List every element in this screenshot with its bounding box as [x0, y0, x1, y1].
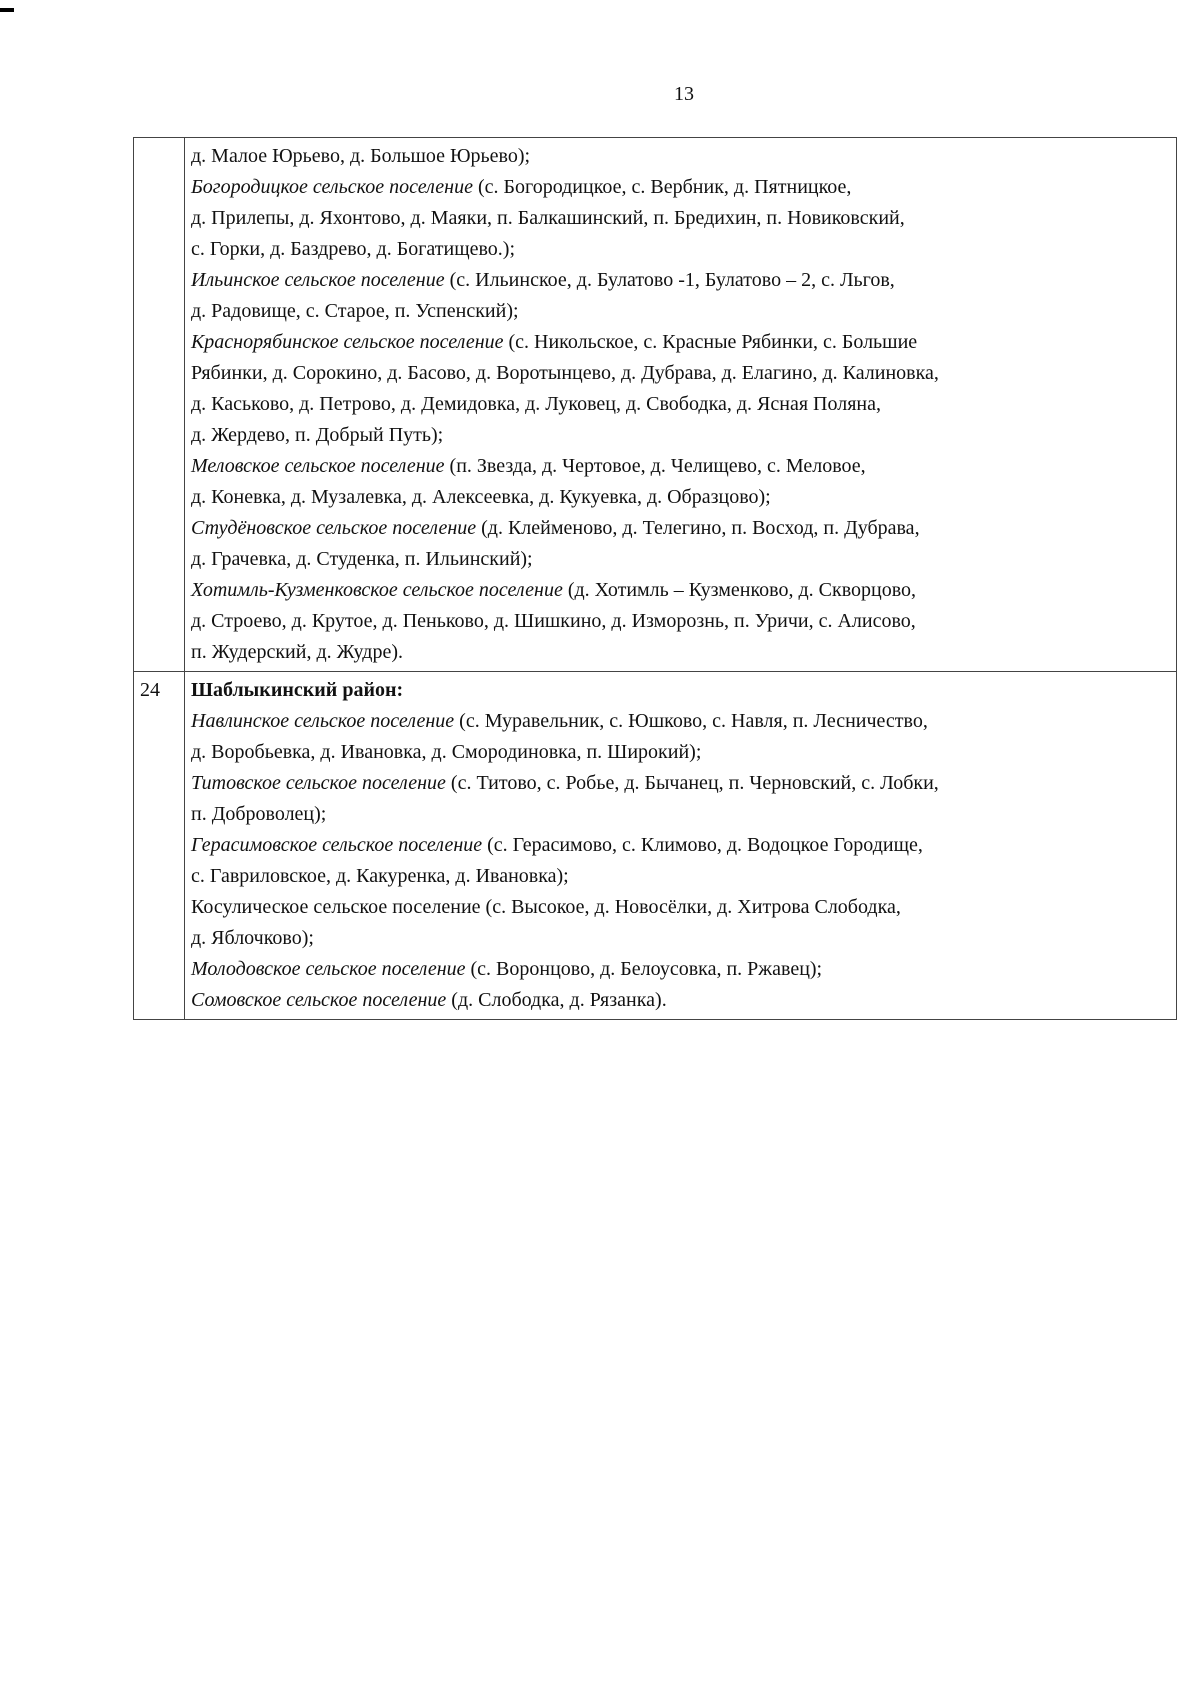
settlement-line: Косулическое сельское поселение (с. Высокое, д. Новосёлки, д. Хитрова Слободка,: [191, 896, 901, 918]
text-line: д. Воробьевка, д. Ивановка, д. Смородиновка, п. Широкий);: [191, 741, 702, 763]
text-line: с. Гавриловское, д. Какуренка, д. Ивановка);: [191, 865, 569, 887]
settlement-villages: (с. Воронцово, д. Белоусовка, п. Ржавец);: [465, 958, 823, 980]
settlement-name: Меловское сельское поселение: [191, 455, 445, 477]
settlement-villages: (с. Муравельник, с. Юшково, с. Навля, п. Лесничество,: [454, 710, 928, 732]
text-line: д. Прилепы, д. Яхонтово, д. Маяки, п. Балкашинский, п. Бредихин, п. Новиковский,: [191, 207, 905, 229]
settlement-line: [191, 768, 1172, 799]
text-line: д. Коневка, д. Музалевка, д. Алексеевка, д. Кукуевка, д. Образцово);: [191, 486, 771, 508]
text-line: п. Доброволец);: [191, 803, 327, 825]
text-line: д. Жердево, п. Добрый Путь);: [191, 424, 444, 446]
table-row: [134, 138, 1177, 672]
settlement-line: [191, 265, 1172, 296]
settlement-line: [191, 830, 1172, 861]
text-line: п. Жудерский, д. Жудре).: [191, 641, 404, 663]
text-line: д. Грачевка, д. Студенка, п. Ильинский);: [191, 548, 533, 570]
settlement-villages: (д. Хотимль – Кузменково, д. Скворцово,: [562, 579, 917, 601]
settlement-villages: (с. Ильинское, д. Булатово -1, Булатово – 2, с. Льгов,: [444, 269, 895, 291]
settlement-name: Герасимовское сельское поселение: [191, 834, 483, 856]
settlement-name: Богородицкое сельское поселение: [191, 176, 473, 198]
text-line: Рябинки, д. Сорокино, д. Басово, д. Воротынцево, д. Дубрава, д. Елагино, д. Калиновка,: [191, 362, 939, 384]
row-content: [185, 138, 1177, 672]
text-line: д. Каськово, д. Петрово, д. Демидовка, д. Луковец, д. Свободка, д. Ясная Поляна,: [191, 393, 881, 415]
text-line: с. Горки, д. Баздрево, д. Богатищево.);: [191, 238, 516, 260]
settlement-line: [191, 327, 1172, 358]
settlement-name: Навлинское сельское поселение: [191, 710, 455, 732]
settlement-name: Сомовское сельское поселение: [191, 989, 447, 1011]
settlement-villages: (п. Звезда, д. Чертовое, д. Челищево, с. Меловое,: [444, 455, 866, 477]
row-number: 24: [134, 672, 185, 1020]
settlement-name: Титовское сельское поселение: [191, 772, 446, 794]
settlement-line: [191, 985, 1172, 1016]
row-number: [134, 138, 185, 672]
text-line: д. Радовище, с. Старое, п. Успенский);: [191, 300, 519, 322]
settlement-line: [191, 954, 1172, 985]
settlement-villages: (д. Клейменово, д. Телегино, п. Восход, п. Дубрава,: [476, 517, 920, 539]
settlement-name: Студёновское сельское поселение: [191, 517, 477, 539]
settlement-line: [191, 575, 1172, 606]
settlement-line: [191, 706, 1172, 737]
settlement-name: Краснорябинское сельское поселение: [191, 331, 504, 353]
district-heading: Шаблыкинский район:: [191, 679, 404, 701]
table-row: [134, 672, 1177, 1020]
settlement-villages: (с. Богородицкое, с. Вербник, д. Пятницкое,: [472, 176, 852, 198]
settlement-villages: (с. Никольское, с. Красные Рябинки, с. Большие: [503, 331, 918, 353]
page-number: 13: [674, 83, 694, 105]
text-line: д. Малое Юрьево, д. Большое Юрьево);: [191, 145, 531, 167]
text-line: д. Строево, д. Крутое, д. Пеньково, д. Шишкино, д. Изморознь, п. Уричи, с. Алисово,: [191, 610, 916, 632]
settlement-line: [191, 513, 1172, 544]
settlement-villages: (д. Слободка, д. Рязанка).: [446, 989, 667, 1011]
settlement-line: [191, 451, 1172, 482]
settlement-villages: (с. Герасимово, с. Климово, д. Водоцкое Городище,: [482, 834, 923, 856]
row-content: [185, 672, 1177, 1020]
settlement-line: [191, 172, 1172, 203]
text-line: д. Яблочково);: [191, 927, 314, 949]
settlement-name: Хотимль-Кузменковское сельское поселение: [191, 579, 563, 601]
settlements-table: [133, 137, 1177, 1020]
settlement-villages: (с. Титово, с. Робье, д. Бычанец, п. Черновский, с. Лобки,: [445, 772, 939, 794]
settlement-name: Молодовское сельское поселение: [191, 958, 466, 980]
scan-edge-mark: [0, 8, 14, 12]
settlement-name: Ильинское сельское поселение: [191, 269, 445, 291]
